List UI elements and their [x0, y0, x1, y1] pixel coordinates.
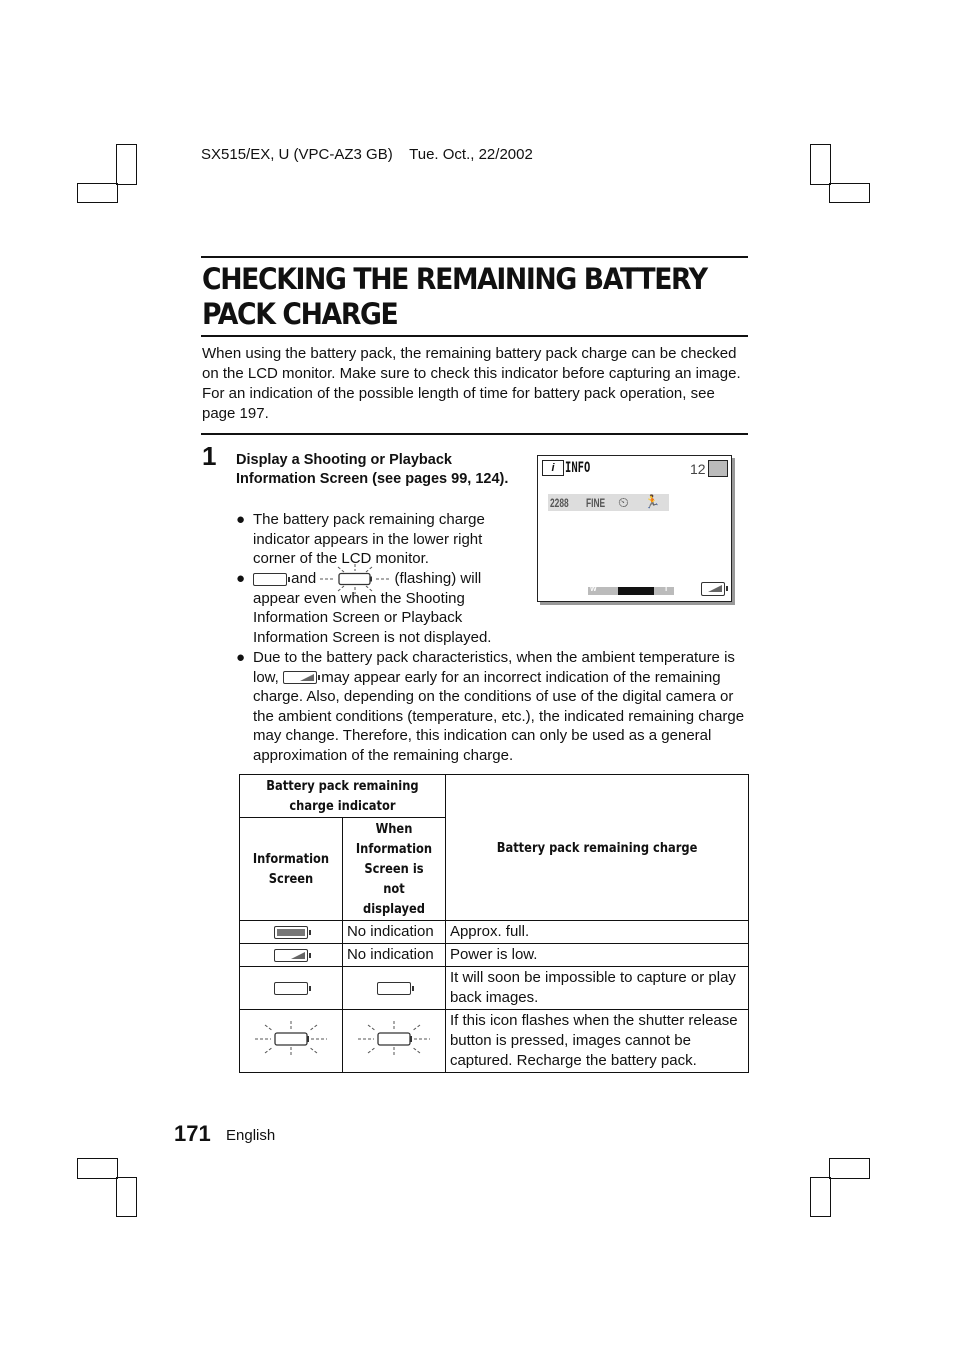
zoom-bar: [588, 587, 674, 595]
header-text: Information Screen: [252, 851, 330, 887]
cell-charge: Approx. full.: [445, 921, 748, 944]
zoom-tele-label: T: [664, 586, 669, 593]
battery-empty-icon: [253, 573, 287, 586]
battery-empty-icon: [377, 982, 411, 995]
lcd-image-size: 2288: [550, 496, 569, 510]
lcd-image-quality: FINE: [586, 496, 606, 510]
bullet-indicator-location: [236, 510, 508, 569]
sports-mode-icon: 🏃: [644, 494, 661, 509]
cell-charge: Power is low.: [445, 944, 748, 967]
crop-mark: [810, 1177, 831, 1217]
battery-flashing-icon: [356, 1019, 432, 1059]
bullet-text: The battery pack remaining charge indicator appears in the lower right corner of the LCD monitor.: [253, 511, 485, 567]
cell-noinfo-icon: [342, 967, 445, 1010]
cell-info-icon: [240, 967, 343, 1010]
header-remaining-charge: [445, 775, 748, 921]
battery-flashing-icon: [320, 569, 390, 589]
bullet-and: and: [291, 570, 317, 587]
cell-info-icon: [240, 1010, 343, 1073]
bullet-temperature-note: [236, 648, 748, 765]
intro-paragraph: When using the battery pack, the remaining battery pack charge can be checked on the LCD monitor. Make sure to check this indicator before capturing an image. For an indication of the possible length of time for battery pack operation, see page 197.: [202, 345, 741, 422]
bullet-dot: ●: [236, 649, 246, 666]
bullet-text: Due to the battery pack characteristics, when the ambient temperature is low,: [253, 649, 735, 686]
cell-info-icon: [240, 921, 343, 944]
bullet-text: (flashing) will appear even when the Shooting Information Screen or Playback Information Screen is not displayed.: [253, 570, 492, 646]
lcd-shot-count: 12: [690, 461, 706, 477]
cell-info-icon: [240, 944, 343, 967]
title-rule-top: [201, 256, 748, 258]
bullet-flashing-indicator: [236, 569, 508, 647]
step-number: 1: [202, 441, 217, 471]
cell-charge: It will soon be impossible to capture or play back images.: [445, 967, 748, 1010]
page-language: English: [226, 1127, 276, 1144]
crop-mark: [829, 1158, 870, 1179]
bullet-dot: ●: [236, 570, 246, 587]
header-text: Battery pack remaining charge indicator: [266, 778, 419, 814]
table-row: [240, 967, 749, 1010]
cell-noinfo: No indication: [342, 944, 445, 967]
memory-card-icon: [708, 460, 728, 477]
cell-charge: If this icon flashes when the shutter release button is pressed, images cannot be captured. Recharge the battery pack.: [445, 1010, 748, 1073]
crop-mark: [810, 144, 831, 185]
self-timer-icon: ⏲: [618, 494, 629, 510]
header-information-screen: [240, 818, 343, 921]
battery-flashing-icon: [253, 1019, 329, 1059]
battery-low-icon: [274, 949, 308, 962]
page-title: CHECKING THE REMAINING BATTERY PACK CHARGE: [202, 262, 707, 331]
crop-mark: [116, 1177, 137, 1217]
header-indicator-group: [240, 775, 446, 818]
print-header: SX515/EX, U (VPC-AZ3 GB) Tue. Oct., 22/2002: [201, 146, 533, 163]
lcd-monitor-illustration: [537, 455, 732, 602]
header-text: Battery pack remaining charge: [496, 839, 698, 856]
crop-mark: [829, 183, 870, 203]
step-heading: Display a Shooting or Playback Information Screen (see pages 99, 124).: [236, 452, 509, 487]
title-rule-bottom: [201, 335, 748, 337]
lcd-battery-icon: [701, 580, 725, 598]
table-row: [240, 944, 749, 967]
crop-mark: [77, 183, 118, 203]
bullet-dot: ●: [236, 511, 246, 528]
info-icon: i: [542, 460, 564, 476]
page-number: 171: [174, 1121, 211, 1146]
bullet-text: may appear early for an incorrect indication of the remaining charge. Also, depending on the conditions of use of the digital camera or the ambient conditions (temperature, etc.), the indicated remaining charge may change. Therefore, this indication can only be used as a general approximation of the remaining charge.: [253, 668, 745, 764]
table-row: [240, 1010, 749, 1073]
battery-empty-icon: [274, 982, 308, 995]
battery-charge-table: [239, 774, 749, 1073]
section-rule: [201, 433, 748, 435]
lcd-info-label: INFO: [565, 460, 591, 476]
header-no-information-screen: [342, 818, 445, 921]
zoom-bar-level: [618, 587, 654, 595]
flash-rays-icon: [320, 564, 390, 594]
header-text: When Information Screen is not displayed: [355, 821, 433, 917]
crop-mark: [116, 144, 137, 185]
crop-mark: [77, 1158, 118, 1179]
battery-low-icon: [701, 582, 725, 596]
table-header-row: [240, 775, 749, 818]
battery-full-icon: [274, 926, 308, 939]
battery-low-icon: [283, 671, 317, 684]
cell-noinfo-icon: [342, 1010, 445, 1073]
zoom-wide-label: W: [590, 586, 597, 593]
cell-noinfo: No indication: [342, 921, 445, 944]
table-row: [240, 921, 749, 944]
